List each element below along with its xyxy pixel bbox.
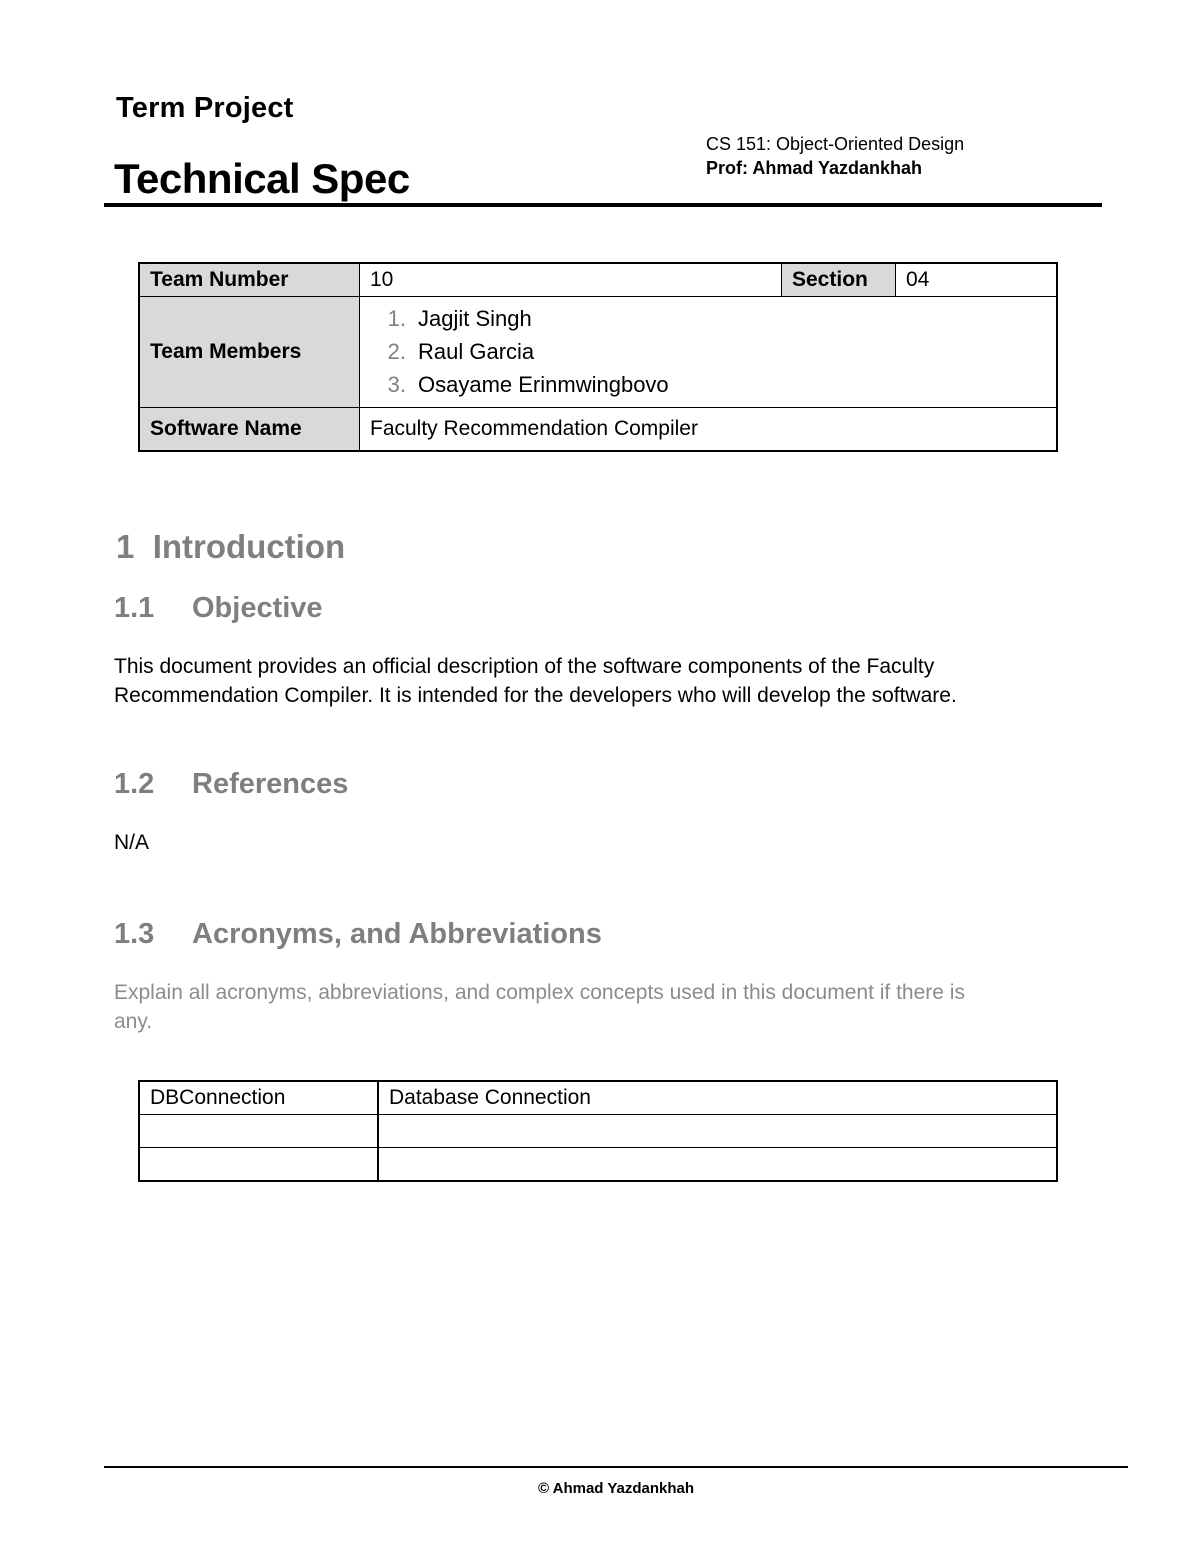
table-row (139, 1081, 1057, 1115)
acronym-term (139, 1148, 378, 1182)
table-row (139, 1148, 1057, 1182)
team-number-value: 10 (360, 263, 782, 297)
team-members-value (360, 297, 1058, 408)
member-name: Raul Garcia (418, 339, 535, 364)
doc-label: Term Project (116, 92, 294, 124)
acronym-meaning: Database Connection (378, 1081, 1057, 1115)
objective-paragraph (114, 652, 1074, 710)
acronym-meaning (378, 1115, 1057, 1148)
section-number: 1.2 (114, 768, 155, 800)
section-number: 1.1 (114, 592, 155, 624)
section-title: Acronyms, and Abbreviations (192, 918, 602, 950)
footer-divider (104, 1466, 1128, 1468)
team-members-row (139, 297, 1057, 408)
professor-name: Prof: Ahmad Yazdankhah (706, 158, 923, 178)
member-name: Jagjit Singh (418, 306, 532, 331)
paragraph-line: Recommendation Compiler. It is intended for the developers who will develop the software. (114, 684, 957, 707)
section-heading-introduction (116, 528, 345, 566)
list-item (370, 369, 1046, 402)
member-name: Osayame Erinmwingbovo (418, 372, 669, 397)
section-label: Section (782, 263, 896, 297)
section-heading-objective (114, 592, 323, 625)
section-title: Introduction (152, 528, 346, 565)
section-number: 1 (116, 528, 135, 565)
section-number: 1.3 (114, 918, 155, 950)
acronym-meaning (378, 1148, 1057, 1182)
section-heading-acronyms (114, 918, 602, 951)
list-number: 2. (387, 339, 406, 364)
section-heading-references (114, 768, 348, 801)
course-name: CS 151: Object-Oriented Design (706, 134, 965, 154)
software-name-row (139, 408, 1057, 452)
software-name-label: Software Name (139, 408, 360, 452)
table-row (139, 1115, 1057, 1148)
team-info-table (138, 262, 1058, 452)
header-divider (104, 203, 1102, 207)
software-name-value: Faculty Recommendation Compiler (360, 408, 1058, 452)
paragraph-line: This document provides an official description of the software components of the Faculty (114, 655, 935, 678)
list-number: 3. (387, 372, 406, 397)
team-number-row (139, 263, 1057, 297)
list-item (370, 336, 1046, 369)
acronyms-hint (114, 978, 1074, 1036)
doc-title: Technical Spec (114, 155, 410, 202)
acronym-table (138, 1080, 1058, 1182)
team-members-list (370, 303, 1046, 402)
section-title: References (192, 768, 349, 800)
paragraph-line: any. (114, 1010, 153, 1033)
team-members-label: Team Members (139, 297, 360, 408)
acronym-term: DBConnection (139, 1081, 378, 1115)
list-item (370, 303, 1046, 336)
section-title: Objective (192, 592, 323, 624)
list-number: 1. (387, 306, 406, 331)
acronym-term (139, 1115, 378, 1148)
paragraph-line: Explain all acronyms, abbreviations, and complex concepts used in this document if there is (114, 981, 965, 1004)
section-value: 04 (896, 263, 1058, 297)
references-text: N/A (114, 831, 150, 854)
footer-copyright: © Ahmad Yazdankhah (537, 1480, 695, 1497)
team-number-label: Team Number (139, 263, 360, 297)
